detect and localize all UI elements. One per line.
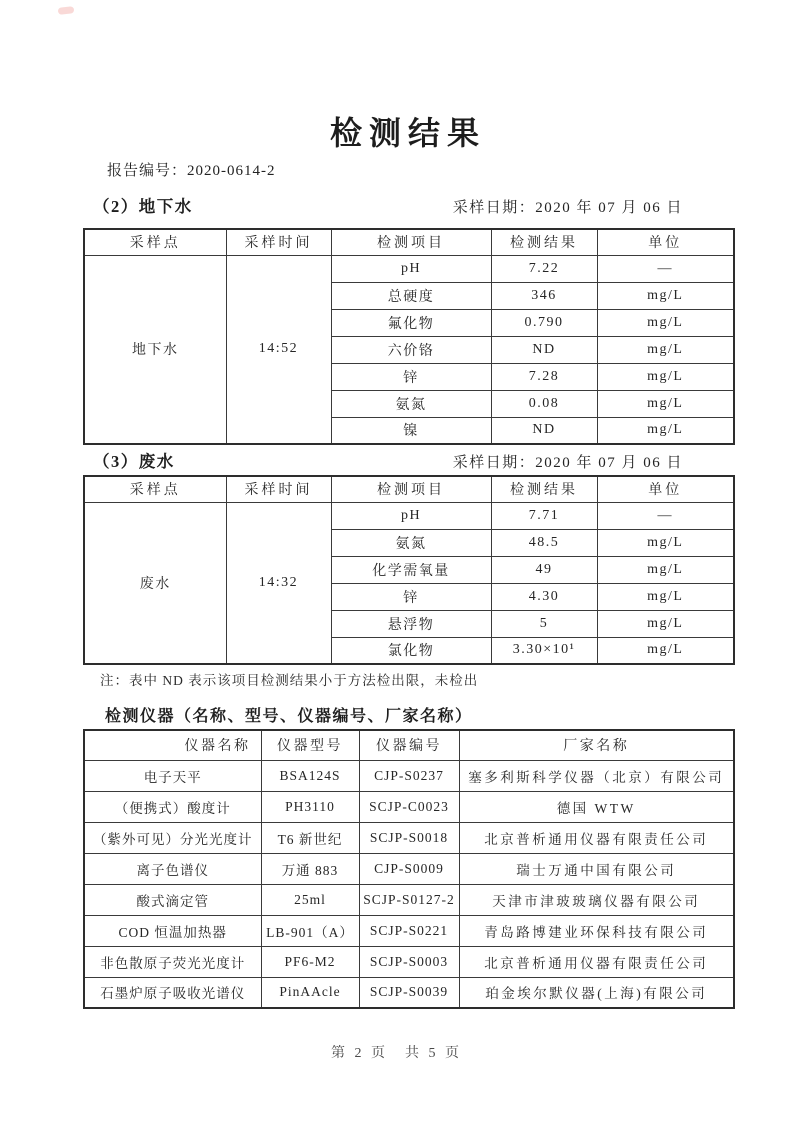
- table-header-row: [84, 730, 734, 760]
- unit-cell: mg/L: [597, 637, 734, 664]
- section-heading-wastewater: （3）废水: [93, 452, 175, 471]
- section-wastewater-header: [83, 451, 733, 473]
- result-cell: 3.30×10¹: [491, 637, 597, 664]
- instrument-maker-cell: 塞多利斯科学仪器（北京）有限公司: [459, 760, 734, 791]
- unit-cell: mg/L: [597, 417, 734, 444]
- table-row: [84, 946, 734, 977]
- section-groundwater-header: [83, 196, 733, 218]
- result-cell: 7.22: [491, 255, 597, 282]
- column-header-sample-point: 采样点: [84, 229, 226, 255]
- column-header-result: 检测结果: [491, 229, 597, 255]
- item-cell: 悬浮物: [331, 610, 491, 637]
- instrument-serial-cell: CJP-S0237: [359, 760, 459, 791]
- column-header-item: 检测项目: [331, 476, 491, 502]
- unit-cell: mg/L: [597, 309, 734, 336]
- instrument-maker-cell: 德国 WTW: [459, 791, 734, 822]
- table-row: [84, 255, 734, 282]
- result-cell: 48.5: [491, 529, 597, 556]
- instrument-name-cell: COD 恒温加热器: [84, 915, 261, 946]
- unit-cell: —: [597, 502, 734, 529]
- instrument-maker-cell: 青岛路博建业环保科技有限公司: [459, 915, 734, 946]
- section-heading-groundwater: （2）地下水: [93, 197, 193, 216]
- sample-time-cell: 14:52: [226, 255, 331, 444]
- result-cell: 7.71: [491, 502, 597, 529]
- item-cell: 六价铬: [331, 336, 491, 363]
- instrument-maker-cell: 天津市津玻玻璃仪器有限公司: [459, 884, 734, 915]
- instrument-model-cell: 25ml: [261, 884, 359, 915]
- table-row: [84, 884, 734, 915]
- result-cell: ND: [491, 336, 597, 363]
- unit-cell: —: [597, 255, 734, 282]
- item-cell: 锌: [331, 363, 491, 390]
- sample-point-cell: 地下水: [84, 255, 226, 444]
- instrument-serial-cell: SCJP-S0018: [359, 822, 459, 853]
- table-row: [84, 853, 734, 884]
- instrument-maker-cell: 瑞士万通中国有限公司: [459, 853, 734, 884]
- sample-point-cell: 废水: [84, 502, 226, 664]
- item-cell: 总硬度: [331, 282, 491, 309]
- item-cell: 化学需氧量: [331, 556, 491, 583]
- sample-date-groundwater: 采样日期：2020 年 07 月 06 日: [452, 200, 683, 216]
- item-cell: 氨氮: [331, 529, 491, 556]
- instrument-serial-cell: SCJP-C0023: [359, 791, 459, 822]
- instrument-model-cell: LB-901（A）: [261, 915, 359, 946]
- item-cell: 锌: [331, 583, 491, 610]
- instrument-model-cell: PinAAcle: [261, 977, 359, 1008]
- unit-cell: mg/L: [597, 282, 734, 309]
- instruments-table: [83, 729, 735, 1009]
- column-header-sample-time: 采样时间: [226, 229, 331, 255]
- instrument-maker-cell: 北京普析通用仪器有限责任公司: [459, 946, 734, 977]
- item-cell: 镍: [331, 417, 491, 444]
- page-number: 第 2 页 共 5 页: [331, 1046, 462, 1061]
- unit-cell: mg/L: [597, 583, 734, 610]
- unit-cell: mg/L: [597, 529, 734, 556]
- instrument-maker-cell: 珀金埃尔默仪器(上海)有限公司: [459, 977, 734, 1008]
- column-header-sample-point: 采样点: [84, 476, 226, 502]
- column-header-item: 检测项目: [331, 229, 491, 255]
- item-cell: pH: [331, 255, 491, 282]
- instrument-name-cell: 非色散原子荧光光度计: [84, 946, 261, 977]
- result-cell: 0.08: [491, 390, 597, 417]
- instrument-serial-cell: SCJP-S0039: [359, 977, 459, 1008]
- instrument-name-cell: 离子色谱仪: [84, 853, 261, 884]
- instruments-heading: 检测仪器（名称、型号、仪器编号、厂家名称）: [105, 708, 473, 725]
- table-row: [84, 977, 734, 1008]
- table-header-row: [84, 476, 734, 502]
- column-header-unit: 单位: [597, 229, 734, 255]
- unit-cell: mg/L: [597, 390, 734, 417]
- table-row: [84, 760, 734, 791]
- result-cell: 49: [491, 556, 597, 583]
- results-table-groundwater: [83, 228, 735, 445]
- instrument-serial-cell: CJP-S0009: [359, 853, 459, 884]
- column-header-instrument-model: 仪器型号: [261, 730, 359, 760]
- unit-cell: mg/L: [597, 556, 734, 583]
- instrument-name-cell: （便携式）酸度计: [84, 791, 261, 822]
- instrument-name-cell: 电子天平: [84, 760, 261, 791]
- instrument-serial-cell: SCJP-S0127-2: [359, 884, 459, 915]
- instrument-model-cell: 万通 883: [261, 853, 359, 884]
- item-cell: pH: [331, 502, 491, 529]
- instrument-serial-cell: SCJP-S0221: [359, 915, 459, 946]
- results-table-wastewater: [83, 475, 735, 665]
- instrument-model-cell: PF6-M2: [261, 946, 359, 977]
- result-cell: 4.30: [491, 583, 597, 610]
- result-cell: 0.790: [491, 309, 597, 336]
- result-cell: 5: [491, 610, 597, 637]
- item-cell: 氯化物: [331, 637, 491, 664]
- unit-cell: mg/L: [597, 336, 734, 363]
- column-header-instrument-serial: 仪器编号: [359, 730, 459, 760]
- result-cell: ND: [491, 417, 597, 444]
- unit-cell: mg/L: [597, 363, 734, 390]
- report-number: 报告编号：2020-0614-2: [107, 163, 276, 179]
- instrument-serial-cell: SCJP-S0003: [359, 946, 459, 977]
- instrument-model-cell: BSA124S: [261, 760, 359, 791]
- result-cell: 346: [491, 282, 597, 309]
- column-header-result: 检测结果: [491, 476, 597, 502]
- instrument-model-cell: T6 新世纪: [261, 822, 359, 853]
- table-row: [84, 822, 734, 853]
- item-cell: 氨氮: [331, 390, 491, 417]
- table-row: [84, 502, 734, 529]
- instrument-maker-cell: 北京普析通用仪器有限责任公司: [459, 822, 734, 853]
- sample-date-wastewater: 采样日期：2020 年 07 月 06 日: [452, 455, 683, 471]
- column-header-instrument-maker: 厂家名称: [459, 730, 734, 760]
- column-header-unit: 单位: [597, 476, 734, 502]
- red-pen-mark: [58, 6, 75, 15]
- table-row: [84, 791, 734, 822]
- instrument-name-cell: 酸式滴定管: [84, 884, 261, 915]
- nd-footnote: 注：表中 ND 表示该项目检测结果小于方法检出限，未检出: [100, 673, 479, 688]
- instrument-model-cell: PH3110: [261, 791, 359, 822]
- column-header-sample-time: 采样时间: [226, 476, 331, 502]
- instrument-name-cell: （紫外可见）分光光度计: [84, 822, 261, 853]
- sample-time-cell: 14:32: [226, 502, 331, 664]
- column-header-instrument-name: 仪器名称: [84, 730, 261, 760]
- table-header-row: [84, 229, 734, 255]
- unit-cell: mg/L: [597, 610, 734, 637]
- table-row: [84, 915, 734, 946]
- page-title: 检测结果: [329, 115, 486, 151]
- instrument-name-cell: 石墨炉原子吸收光谱仪: [84, 977, 261, 1008]
- result-cell: 7.28: [491, 363, 597, 390]
- item-cell: 氟化物: [331, 309, 491, 336]
